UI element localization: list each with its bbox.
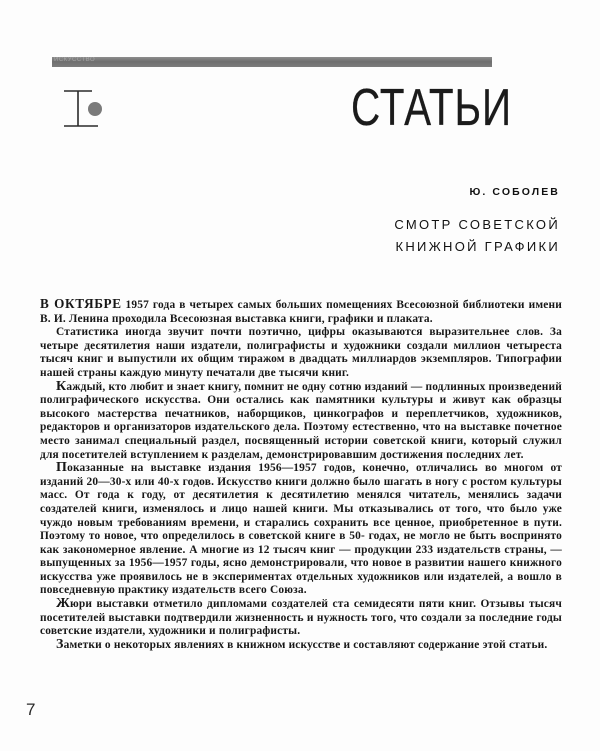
- paragraph-initial: З: [56, 636, 64, 652]
- body-text: Статистика иногда звучит почти поэтично, цифры оказываются выразительнее слов. За четыре десятилетия наши издатели, полиграфисты и художники создали миллион четыреста тысяч книг и выпустили их общим тиражом в двадцать миллиардов экземпляров. Типографии нашей страны каждую минуту печатали две тысячи книг.: [40, 326, 562, 379]
- section-title: СТАТЬИ: [350, 78, 512, 137]
- body-paragraph: [40, 297, 562, 326]
- page-number: 7: [26, 700, 36, 719]
- letter-i-with-dot-ornament: [62, 88, 114, 130]
- body-text: 1957 года в четырех самых больших помещениях Всесоюзной библиотеки имени В. И. Ленина проходила Всесоюзная выставка книги, графики и плаката.: [40, 299, 562, 325]
- article-title-line-2: КНИЖНОЙ ГРАФИКИ: [395, 239, 560, 254]
- paragraph-initial: П: [56, 460, 68, 476]
- article-body: [40, 297, 562, 652]
- masthead-rule-bar: [52, 57, 492, 67]
- body-paragraph: [40, 598, 562, 639]
- lead-in-phrase: В ОКТЯБРЕ: [40, 296, 122, 311]
- body-paragraph: [40, 378, 562, 463]
- body-text: оказанные на выставке издания 1956—1957 годов, конечно, отличались во многом от изданий 20—30-х или 40-х годов. Искусство книги должно было шагать в ногу с ростом культуры масс. От года к году, от десятилетия к десятилетию менялся читатель, менялись задачи создателей книги, изменялось и лицо нашей книги. Мы отказывались от того, что было уже чуждо новым требованиям времени, и старались сохранить все ценное, приобретенное в пути. Поэтому то новое, что определилось в советской книге в 50- годах, не могло не быть воспринято как закономерное явление. А многие из 12 тысяч книг — продукции 233 издательств страны, — выпущенных за 1956—1957 годы, ясно демонстрировали, что новое в развитии нашего книжного искусства уже проявилось не в экспериментах отдельных художников или издателей, а вошло в повседневную практику издательств всего Союза.: [40, 462, 562, 597]
- article-title-line-1: СМОТР СОВЕТСКОЙ: [394, 217, 560, 232]
- paragraph-initial: Ж: [56, 596, 71, 612]
- body-paragraph: [40, 462, 562, 598]
- body-text: аждый, кто любит и знает книгу, помнит не одну сотню изданий — подлинных произведений полиграфического искусства. Они остались как памятники культуры и живут как образцы высокого мастерства печатников, наборщиков, цинкографов и переплетчиков, художников, редакторов и организаторов издательского дела. Поэтому естественно, что на выставке почетное место занимал специальный раздел, посвященный истории советской книги, который служил для посетителей вступлением к разделам, демонстрировавшим достижения последних лет.: [40, 380, 562, 461]
- masthead-rule: [52, 57, 492, 67]
- body-paragraph: [40, 326, 562, 380]
- body-text: аметки о некоторых явлениях в книжном искусстве и составляют содержание этой статьи.: [63, 638, 548, 651]
- body-text: юри выставки отметило дипломами создателей ста семидесяти пяти книг. Отзывы тысяч посетителей выставки подтвердили жизненность и нужность того, что создали за последние годы советские издатели, художники и полиграфисты.: [40, 598, 562, 638]
- article-title: [394, 214, 560, 258]
- paragraph-initial: К: [56, 378, 67, 394]
- article-author: Ю. СОБОЛЕВ: [469, 186, 560, 198]
- body-paragraph: [40, 636, 562, 653]
- masthead-rule-ghost-text: ИСКУССТВО: [54, 57, 96, 63]
